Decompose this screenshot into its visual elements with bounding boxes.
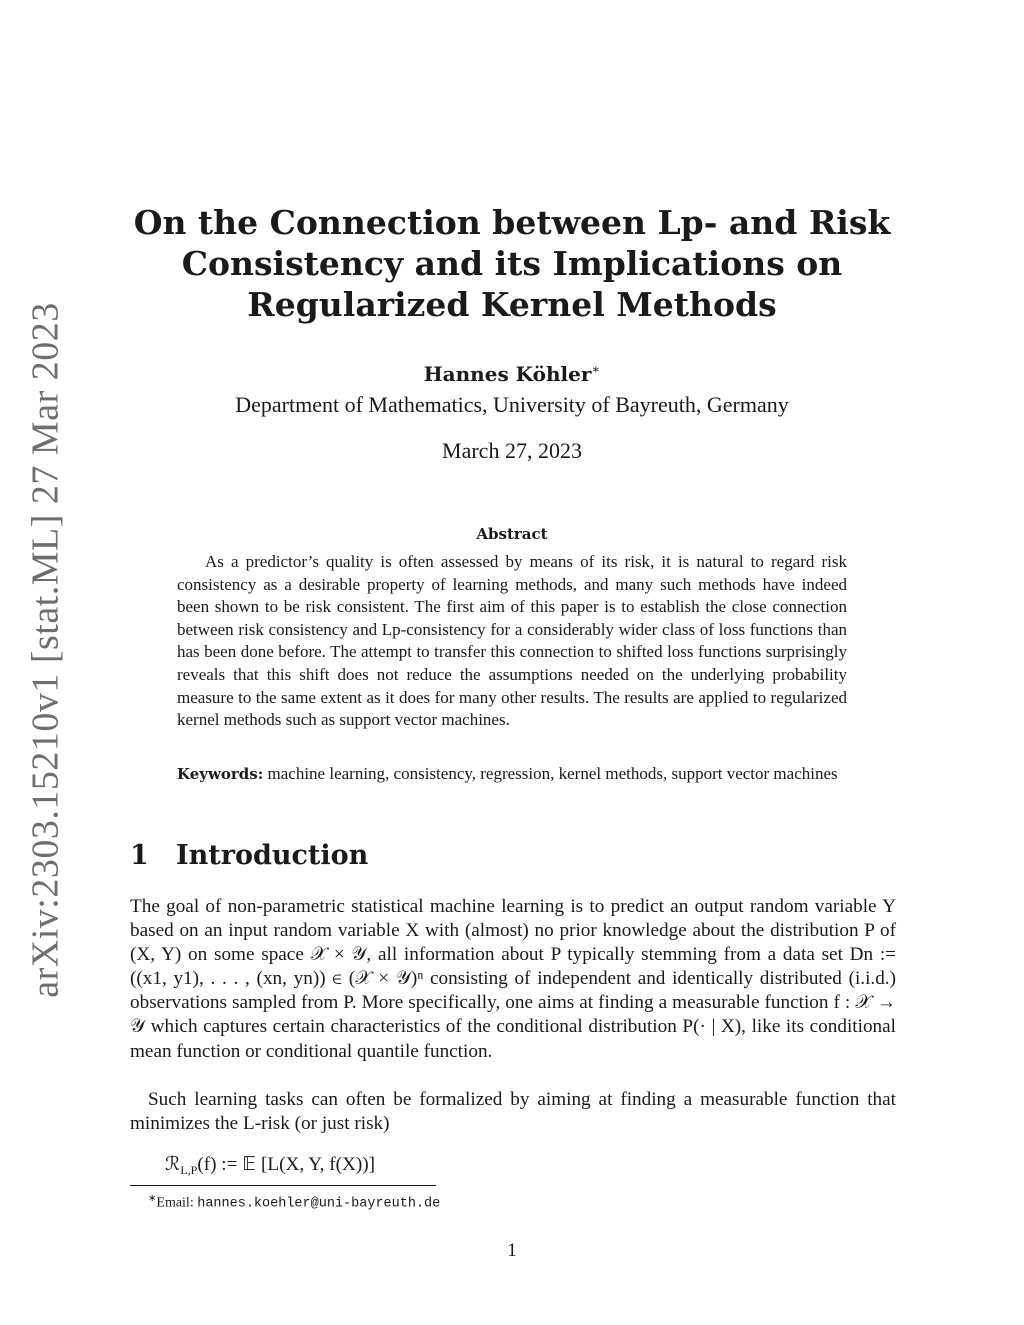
arxiv-identifier: arXiv:2303.15210v1 [stat.ML] 27 Mar 2023 [25, 302, 67, 998]
author-line [130, 362, 894, 386]
abstract-heading: Abstract [476, 525, 548, 543]
section-heading-introduction [130, 840, 368, 871]
footnote [148, 1193, 440, 1212]
risk-symbol: ℛ [165, 1154, 181, 1175]
author-name: Hannes Köhler [423, 362, 592, 386]
footnote-label: Email: [156, 1195, 198, 1211]
keywords [177, 763, 847, 786]
footnote-rule [130, 1185, 436, 1186]
page-number: 1 [507, 1240, 517, 1261]
abstract-text: As a predictor’s quality is often assessed by means of its risk, it is natural to regard risk consistency as a desirable property of learning methods, and many such methods have indeed been shown to be risk consistent. The first aim of this paper is to establish the close connection between risk consistency and Lp-consistency for a considerably wider class of loss functions than has been done before. The attempt to transfer this connection to shifted loss functions surprisingly reveals that this shift does not reduce the assumptions needed on the underlying probability measure to the same extent as it does for many other results. The results are applied to regularized kernel methods such as support vector machines. [177, 552, 847, 730]
keywords-list: machine learning, consistency, regression, kernel methods, support vector machines [267, 764, 838, 783]
risk-subscript: L,P [180, 1163, 198, 1177]
intro-paragraph-2: Such learning tasks can often be formalized by aiming at finding a measurable function that minimizes the L-risk (or just risk) [130, 1089, 896, 1135]
risk-equation [165, 1152, 375, 1178]
footnote-email-link[interactable]: hannes.koehler@uni-bayreuth.de [197, 1196, 441, 1212]
author-footnote-marker: ∗ [591, 362, 601, 378]
footnote-marker: ∗ [148, 1193, 157, 1204]
intro-paragraph-1: The goal of non-parametric statistical machine learning is to predict an output random variable Y based on an input random variable X with (almost) no prior knowledge about the distribution P of (X, Y) on some space 𝒳 × 𝒴, all information about P typically stemming from a data set Dn := ((x1, y1), . . . , (xn, yn)) ∈ (𝒳 × 𝒴)ⁿ consisting of independent and identically distributed (i.i.d.) observations sampled from P. More specifically, one aims at finding a measurable function f : 𝒳 → 𝒴 which captures certain characteristics of the conditional distribution P(· | X), like its conditional mean function or conditional quantile function. [130, 896, 896, 1062]
arxiv-side-stamp [16, 302, 76, 998]
keywords-label: Keywords: [177, 765, 264, 783]
section-title: Introduction [176, 840, 369, 871]
author-affiliation: Department of Mathematics, University of Bayreuth, Germany [235, 392, 789, 417]
section-number: 1 [130, 840, 149, 871]
risk-expression: (f) := 𝔼 [L(X, Y, f(X))] [197, 1154, 376, 1175]
paper-date: March 27, 2023 [442, 438, 582, 463]
paper-title: On the Connection between Lp- and Risk Consistency and its Implications on Regularized Kernel Methods [133, 203, 891, 324]
